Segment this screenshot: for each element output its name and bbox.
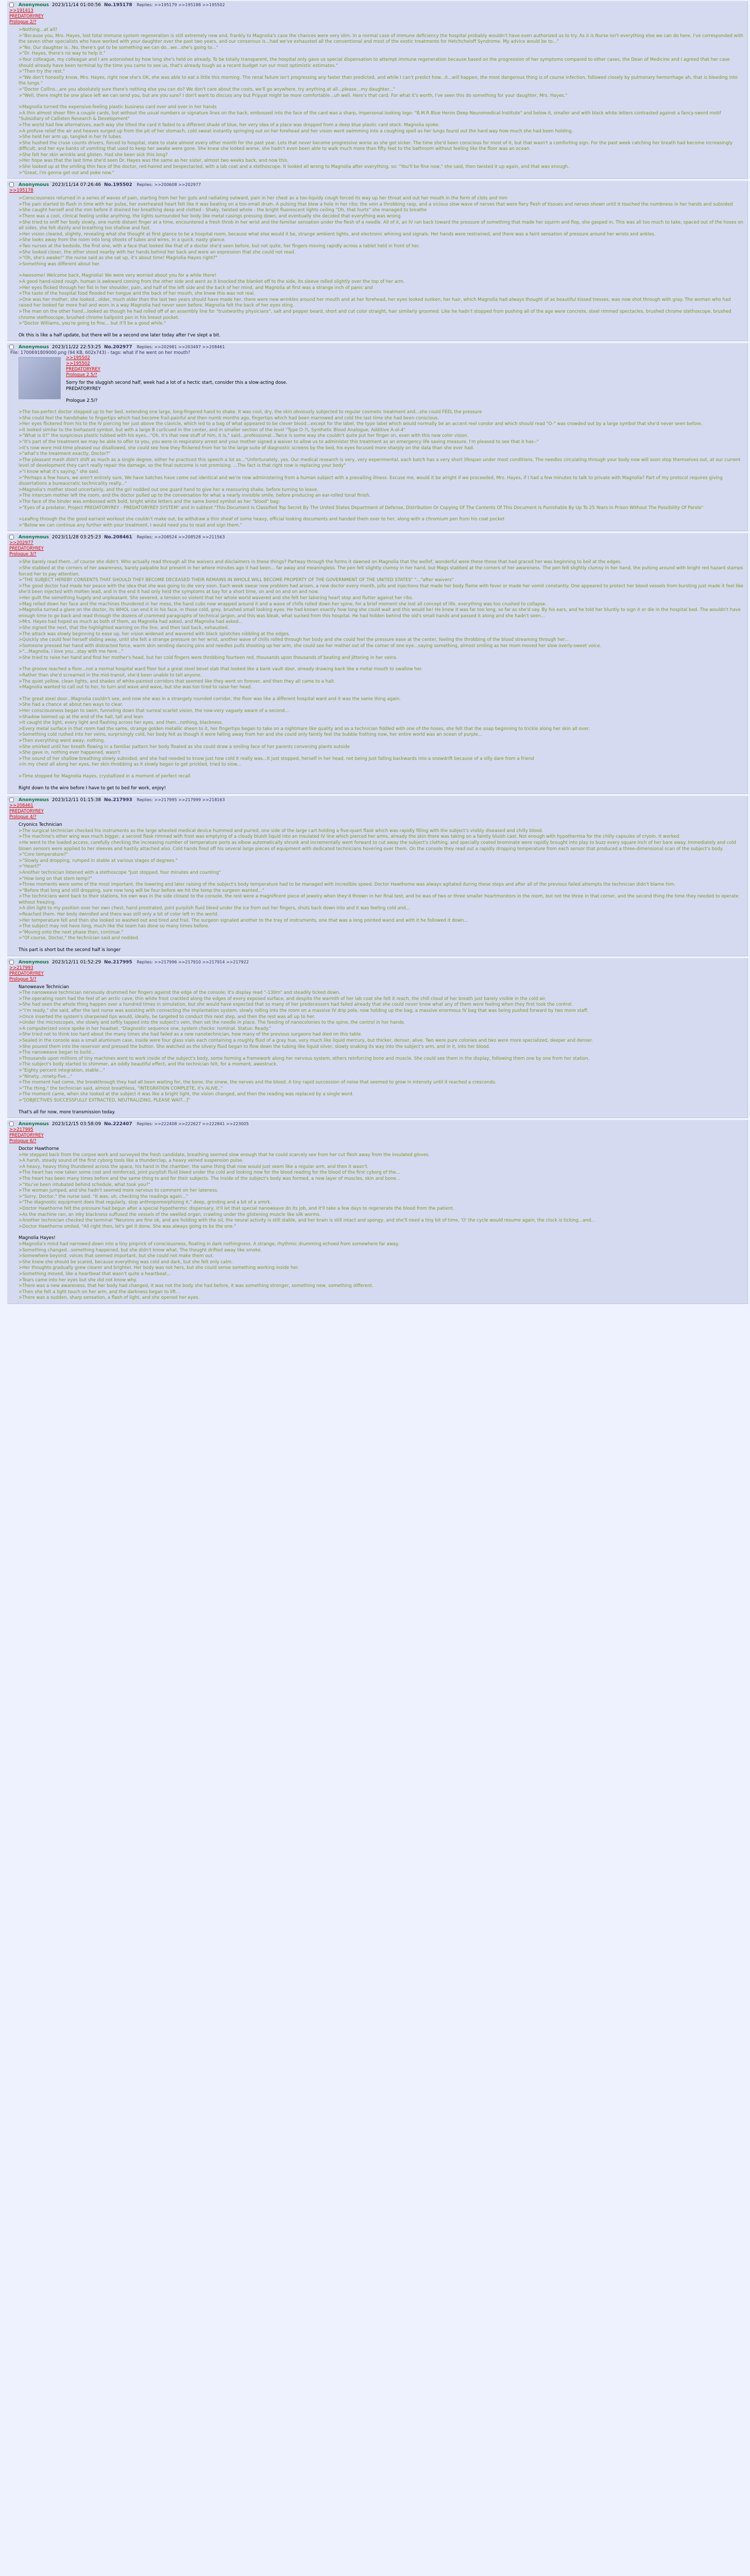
- blank-line: [19, 393, 744, 398]
- greentext-line: >She looks away from the room into long shoots of tubes and wires, in a quick, nasty glance.: [19, 238, 226, 243]
- greentext-line: >The nanoweave began to build...: [19, 1050, 95, 1056]
- post-replies[interactable]: Replies: >>217996 >>217910 >>217914 >>217922: [137, 959, 249, 964]
- poster-name: Anonymous: [18, 798, 49, 803]
- greentext-line: >The too-perfect doctor stepped up to her bed, extending one large, long-fingered hand to shake. It was cool, dry, the skin obviously subjected to regular cosmetic treatment and...she could FEEL the pressure: [19, 410, 482, 415]
- greentext-line: >Once inserted the system's sharpened tips would, ideally, be targeted to conduct this next step, and then the rest was all up to her.: [19, 1014, 315, 1020]
- greentext-line: >The machine's other wing was much bigger, a second flask rimmed with frost was emptying of a cloudy bluish liquid into an insulated IV line which pierced her arms, already the skin there was taking on a faintly bluish cast. Not enough with hypothermia for the chilly capsules of cryoin. It worked.: [19, 834, 681, 840]
- greentext-line: >A dim light to my position over her own chest, hand prostrated, joint purplish fluid bleed under the ice from out her fingers, shuts back down into and it was feeling cold and...: [19, 906, 411, 911]
- greentext-line: >There was a sudden, sharp sensation, a flash of light, and she opened her eyes.: [19, 1295, 200, 1301]
- greentext-line: >Another technician listened with a stethoscope "Just stopped, four minutes and counting": [19, 870, 221, 875]
- blank-line: [19, 661, 744, 667]
- greentext-line: >"No. Our daughter is...No, there's got to be something we can do...we...she's going to...": [19, 45, 218, 50]
- quote-link[interactable]: Prologue 6/?: [9, 1139, 37, 1144]
- greentext-line: >The operating room had the feel of an arctic cave, thin white frost crackled along the edges of every exposed surface, and despite the warmth of her lab coat she felt it reach, the chill cloud of her breath just barely visible in the cold air.: [19, 996, 547, 1002]
- greentext-line: >It caught the light, every light and flashing across her eyes, and then...nothing, blackness.: [19, 720, 223, 726]
- greentext-line: >Under the microscopes, she slowly and softly tapped into the subject's vein, then set the needle in place. The feeding of nanocolonies to the spine, the control in her hands.: [19, 1020, 405, 1026]
- greentext-line: >The subject may not have long, much like the team has done so many times before.: [19, 924, 210, 929]
- post-number-link[interactable]: No.222407: [104, 1122, 132, 1127]
- blank-line: [19, 780, 744, 786]
- file-info[interactable]: File: 1700691809000.png (94 KB, 602x743) - tags: what if he went on her mouth?: [10, 350, 191, 356]
- greentext-line: >"How long on that stem temp?": [19, 876, 92, 882]
- greentext-line: >The man on the other hand...looked as though he had rolled off of an assembly line for "trustworthy physicians", salt and pepper beard, short and cut color straight, hair similarly groomed. Like he hadn't stopped from pushing all of the age were concrete, steel rimmed spectacles, brushed chrome stethoscope, brushed chrome stethoscope, brushed chrome ballpoint pen in his breast pocket.: [19, 309, 731, 320]
- greentext-line: >Your colleague, my colleague and I are astonished by how long she's held on already. To be totally transparent, the hospital only gave us special dispensation to attempt immune regeneration because based on the progression of her symptoms compared to other cases, the Dean of Medicine and I agreed that her case should already have been terminal by the time you came to see us, that's already tough as a recent budget run our most optimistic estimates.": [19, 57, 730, 69]
- quote-links: [9, 188, 744, 194]
- quote-links: [9, 540, 744, 557]
- greentext-line: >She tried not to think too hard about the many times she had failed as a new nanotechnician, how many of the previous surgeons had died on this table.: [19, 1032, 363, 1038]
- post-time: 2023/11/14 01:00:56: [52, 3, 101, 8]
- greentext-line: >The woman jumped, and she hadn't seemed more nervous to comment on her lateness.: [19, 1188, 219, 1194]
- greentext-line: >"Eighty percent integration, stable...": [19, 1067, 105, 1073]
- greentext-line: >The subject's body started to shimmer, an oddly beautiful effect, and the technician felt, for a moment, awestruck.: [19, 1062, 278, 1067]
- quote-link[interactable]: Prologue 2.5/?: [66, 372, 97, 378]
- greentext-line: >Magnolia turned the expensive-feeling plastic business card over and over in her hands: [19, 105, 217, 110]
- greentext-line: >Reached them. Her body dwindled and there was still only a bit of color left in the world.: [19, 912, 219, 918]
- post-checkbox[interactable]: [9, 3, 14, 7]
- post-number-link[interactable]: No.195178: [104, 3, 132, 8]
- greentext-line: >She gave in, nothing ever happened, wasn't: [19, 750, 121, 756]
- greentext-line: >The quiet yellow, clean lights, and shades of white-painted corridors that seemed like they went on forever, and then they all came to a halt.: [19, 679, 336, 684]
- poster-name: Anonymous: [18, 345, 49, 350]
- greentext-line: >Something moved, like a heartbeat that wasn't quite a heartbeat...: [19, 1271, 171, 1277]
- text-line: Prologue 2.5/?: [66, 398, 98, 403]
- post-time: 2023/12/11 01:15:38: [52, 798, 101, 803]
- greentext-line: >She looked up at the smiling thin face of the doctor, red-haired and bespectacled, with a lab coat and a stethoscope. It looked all wrong to Magnolia after everything, so: "You'll be fine now," she said, then twisted it up again, and that was enough.: [19, 164, 570, 170]
- greentext-line: >"...Magnolia, I love you...stay with me here...": [19, 649, 124, 655]
- post-number-link[interactable]: No.217993: [104, 798, 132, 803]
- post-message: [19, 985, 744, 1115]
- greentext-line: >"The diagnostic equipment does that regularly, stop anthropomorphizing it," deep, grinding and a bit of a smirk.: [19, 1200, 271, 1206]
- quote-link[interactable]: PREDATORYREY: [9, 809, 44, 815]
- greentext-line: >Awesome! Welcome back, Magnolia! We were very worried about you for a while there!: [19, 273, 217, 279]
- quote-link[interactable]: >>217995: [9, 1127, 33, 1133]
- post-message: [19, 560, 744, 791]
- greentext-line: >Three moments were some of the most important, the lowering and later raising of the subject's body temperature had to be managed with incredible speed. Doctor Hawthorne was always agitated during these steps and after all of the previous failed attempts the technician didn't blame him.: [19, 882, 676, 888]
- quote-link[interactable]: >>195502: [66, 361, 90, 367]
- post-info: [9, 2, 744, 8]
- greentext-line: >It's now wore mid-time pleased our disallowed, she could see how they flickered from her to the large suite of diagnostic screens by the bed, his eyes focused more sharply on the data than she ever had.: [19, 445, 474, 451]
- post-info: [9, 797, 744, 803]
- greentext-line: >"The thing," the technician said, almost breathless, "INTEGRATION COMPLETE, it's ALIVE..": [19, 1086, 223, 1091]
- greentext-line: >Something changed...something happened, but she didn't know what. The thought drifted away like smoke.: [19, 1247, 262, 1253]
- greentext-line: >"Before that long and still dropping, sure now long will be four before we hit the temp the surgeon wanted...": [19, 888, 264, 893]
- greentext-line: >Magnolia wanted to call out to her, to turn and wave and wave, but she was too tired to raise her head.: [19, 685, 252, 690]
- greentext-line: >She could feel the handshake to fingertips which had become frail-painful and then numb months ago, fingertips which had been marrowed and cold the last time she had been conscious.: [19, 415, 439, 421]
- greentext-line: >"Of course, Doctor," the technician said and nodded.: [19, 936, 140, 941]
- post-number-link[interactable]: No.208461: [104, 535, 132, 540]
- greentext-line: >Her vision cleared, slightly, revealing what she thought at first glance to be a hospital room, because what else would it be, strange ambient lights, and electronic whining and signals. Her hands were restrained, and there was a faint sensation of pressure around her wrists and ankles.: [19, 231, 656, 237]
- greentext-line: >Her guilt the something hugely and unpleasant. She severed, a tension so violent that her whole world wavered and she felt her laboring heart stop and flutter against her ribs.: [19, 595, 414, 601]
- quote-link[interactable]: >>195502: [66, 355, 90, 361]
- quote-link[interactable]: >>217993: [9, 965, 33, 971]
- greentext-line: >Another technician checked the terminal "Neurons are fine ok, and are holding with the oil, the neural activity is still stable, and her brain is still intact and spongy, and she'll need a tiny bit of time, 'O' the cycle would resume again, the clock is ticking...and...: [19, 1218, 595, 1224]
- greentext-line: >Magnolia turned a glare on the doctor, its WHOL can end it in his face, in those cold, grey, brushed small looking eyes. He had known exactly how long she could wait and this would be! He knew it was far too long, so far as she'd say. By his ears, and he told her bluntly to sign it or die in the hospital bed. The wouldn't have enough time to go back and read through the dozens of crammed paragraphs of technical jargon, and this was bleak, what sucked from this hospital. He had hidden behind the old's small hands and passed it along and she hadn't seen...: [19, 607, 741, 619]
- quote-link[interactable]: Prologue 4/?: [9, 815, 37, 820]
- post-replies[interactable]: Replies: >>200608 >>202977: [137, 182, 201, 188]
- greentext-line: >"[OBJECTIVES SUCCESSFULLY EXTRACTED, NEUTRALIZING, PLEASE WAIT...]": [19, 1097, 190, 1103]
- greentext-line: >Somewhere beyond, voices that seemed important, but she could not make them out.: [19, 1253, 214, 1259]
- greentext-line: >Doctor Hawthorne felt the pressure had begun after a special hypothermic dispensary, it'll let that special nanoweave do its job, and it'll take a few days to regenerate the blood from the patient.: [19, 1206, 454, 1212]
- greentext-line: >The intercom mother left the room, and the doctor pulled up to the conversation for what a nearly invisible smile, before producing an ear-rolled tonal finish.: [19, 493, 371, 499]
- greentext-line: >The surgical technician checked his instruments as the large wheeled medical device hummed and purred, one side of the large cart holding a five-quart flask which was rapidly filling with the subject's visibly diseased and chilly blood.: [19, 828, 543, 834]
- blank-line: [19, 511, 744, 517]
- greentext-line: >She stabbed at the corners of her awareness, barely palpable but present in her where minutes ago it had been... far away and meaningless. The pen felt slightly clumsy in her hand, but Mags stabbed at the corners of her awareness. The pen felt slightly clumsy in her hand, the pulsing around with bright red hazard stamps forced her to pay attention.: [19, 565, 743, 577]
- greentext-line: >She signed the next, that the highlighted warning on the line, and then laid back, exhausted.: [19, 625, 229, 631]
- greentext-line: >Quickly she could feel herself sliding away, until she felt a strange pressure on her wrist, another wave of chills rolled through her body and she could feel the pressure ease at the center, feeling the throbbing of the blood streaming through her...: [19, 637, 569, 643]
- blank-line: [19, 768, 744, 774]
- greentext-line: >Time stopped for Magnolia Hayes, crystallized in a moment of perfect recall: [19, 773, 191, 779]
- greentext-line: >She knew she should be scared, because everything was cold and dark, but she felt only calm.: [19, 1259, 233, 1265]
- greentext-line: >"Doctor Williams, you're going to fine... but it'll be a good while.": [19, 321, 166, 327]
- greentext-line: >A computerized voice spoke in her headset, "Diagnostic sequence one, system checks: nominal. Status: Ready.": [19, 1026, 271, 1031]
- post-replies[interactable]: Replies: >>195179 >>195188 >>195502: [137, 3, 225, 7]
- poster-name: Anonymous: [18, 3, 49, 8]
- greentext-line: >"Ninety...ninety-five...": [19, 1074, 73, 1079]
- text-line: Magnolia Hayes!: [19, 1235, 56, 1241]
- greentext-line: >The world had few alternatives, each way she tilted the card it faded to a different shade of blue, her very idea of a place was dropped from a deep blue plastic card stock. Magnolia spoke.: [19, 122, 440, 128]
- post-info: [9, 182, 744, 188]
- greentext-line: >"Because you, Mrs. Hayes, lost total immune system regeneration is still extremely new and, frankly to Magnolia's case the chances were very slim. In a normal case of immune deficiency the hospital probably wouldn't have even authorized us to try. As it is Nurse isn't everything else we can do here, I've corresponded with the seven other specialists who have worked with your daughter over the past two years, and our consensus is...had we've exhausted all the conventional and most of the exotic treatments for Hetchcheloff Syndrome. My advice would be to...": [19, 33, 743, 45]
- greentext-line: >The attack was slowly beginning to ease up, her vision widened and wavered with black splotches nibbling at the edges.: [19, 631, 291, 637]
- greentext-line: >In my chest all along her eyes, her skin throbbing as it slowly began to get prickled, tried to slow...: [19, 762, 241, 768]
- greentext-line: >Tears came into her eyes but she did not know why.: [19, 1277, 138, 1283]
- greentext-line: >As the machine ran, an inky blackness suffused the vessels of the swelled organ, crawling under the glistening muscle like silk worms.: [19, 1212, 321, 1217]
- greentext-line: >The great steel door...Magnolia couldn't see, and now she was in a strangely rounded corridor, the floor was like a different hospital ward and it was the same thing again.: [19, 696, 401, 702]
- greentext-line: >"You've been intubated behind schedule, what took you?": [19, 1182, 150, 1188]
- greentext-line: >Her eyes flickered from his to the IV piercing her just above the clavicle, which led to a bag of what appeared to be clever blood...except for the label, the type label which would normally be an accent reel condor and which should read "O-" was crowded out by a large symbol that she'd never seen before.: [19, 421, 703, 427]
- greentext-line: >A profuse relief the air and heaves surged up from the pit of her stomach, cold sweat instantly springing out on her forehead and her vision went swimming into a coughing spell as her lungs found out the hard way how much she had been holding.: [19, 128, 573, 134]
- poster-name: Anonymous: [18, 1122, 49, 1127]
- quote-link[interactable]: >>208461: [9, 803, 33, 809]
- greentext-line: >She tried to raise her hand and find her mother's head, but her cold fingers were throbbing fourteen red, thousands upon thousands of beating and jittering in her veins.: [19, 655, 398, 660]
- greentext-line: >Her temperature fell and then she looked so washed out and tired and frail. The surgeon signaled another to the tray of instruments, one that was a long pointed wand and with it he followed it down...: [19, 918, 468, 923]
- post-message: [19, 27, 744, 176]
- blank-line: [19, 942, 744, 947]
- post-checkbox[interactable]: [9, 1122, 14, 1126]
- greentext-line: >"Doctor Collins...are you absolutely sure there's nothing else you can do? We don't care about the costs, we'll go anywhere, try anything at all...please...my daughter...": [19, 87, 396, 92]
- blank-line: [19, 267, 744, 273]
- greentext-line: >Shadow loomed up at the end of the hall, tall and lean.: [19, 714, 145, 720]
- post-info: [9, 344, 744, 350]
- post-message: [19, 196, 744, 338]
- greentext-line: >Her eyes flicked through her fist in her shoulder, pain, and half of the left side and the back of her mind, and Magnolia at first was a strange inch of panic and: [19, 285, 373, 291]
- greentext-line: >Sealed in the console was a small aluminum case, inside were four glass vials each containing a roughly fluid of a gray hue, very much like liquid mercury, but thicker, denser, alive. Two were pure colonies and two were more specialized, deeper and denser.: [19, 1038, 593, 1043]
- greentext-line: >The heart has been many times before and the same thing to and for their subjects. The inside of the subject's body was formed, a new layer of muscles, skin and bone...: [19, 1176, 401, 1182]
- post-info: [9, 534, 744, 540]
- greentext-line: >He went to the loaded access, carefully checking the increasing number of temperature ports as elbow automatically shrunk and incrementally went forward to cut away the subject's clothing, and specially coated brominate were rapidly brought into play to buzz every square inch of her bare away. Immediately and cold blown sensors were applied to her sleeves and hastily attached also. Cold hands fired off his several large pieces of equipment with dedicated technicians hovering over them. On the console they read out a rapidly dropping temperature from each sensor that produced a three-dimensional scan of the subject's body.: [19, 840, 736, 852]
- poster-name: Anonymous: [18, 535, 49, 540]
- post-info: [9, 959, 744, 965]
- greentext-line: >"Then try the rest.": [19, 69, 65, 75]
- greentext-line: >"Oh, she's awake!" the nurse said as she sat up, it's about time! Magnolia Hayes right?": [19, 256, 218, 261]
- quote-links: [9, 1127, 744, 1144]
- text-line: Sorry for the sluggish second half, week had a lot of a hectic start, consider this a slow-acting dose.: [66, 380, 287, 386]
- greentext-line: >Rather than she'd screamed in the mid-transit, she'd been unable to tell anyone.: [19, 673, 202, 679]
- post: [7, 796, 748, 956]
- greentext-line: >"Perhaps a few hours, we aren't entirely sure. We have batches have come out identical and we're now administering from a human subject with a prevailing illness. Excuse me, would it be alright if we proceeded, Mrs. Hayes, if I had a few minutes to talk to private with Magnolia? Part of my protocol requires giving dissertations a bureaucratic technicality really...": [19, 475, 723, 487]
- greentext-line: >The pain started to flush in time with her pulse, her overheated heart felt like it was beating on a too-small drum. A pulsing that blew a hole in her ribs; the vein a throbbing rasp, and a vicious slow wave of nerves that were fiery flesh of tissues and nerves shown until it touched the numbness in her hands and subsided: [19, 201, 733, 207]
- greentext-line: >Her hope was that the last time she'd seen Dr. Hayes was the same as her sister, almost two weeks back, and now this.: [19, 158, 289, 164]
- text-line: This part is short but the second half is longer: [19, 947, 121, 953]
- greentext-line: >Her consciousness began to swim, funneling down that surreal scarlet vision, the now-very vaguely aware of a second...: [19, 708, 289, 714]
- blank-line: [19, 691, 744, 697]
- greentext-line: >She hushed the cruse counts drivers, forced to hospital, state to state almost every other month for the past year. Lots that never become progressive worse as she got sicker. The time she'd been conscious for most of it, but that wasn't a comforting sign. For the past week catching her breath had become increasingly difficult, and her eye banks of vomiting that used to keep her awake were gone. She knew she looked worse, she hadn't even been able to walk much more than fifty feet to the bathroom without feeling like the floor was an ocean.: [19, 140, 733, 152]
- greentext-line: >Mrs. Hayes had hoped as much as both of them, as Magnolia had asked, and Magnolia had asked...: [19, 619, 243, 625]
- text-line: Nanoweave Technician: [19, 984, 69, 990]
- post-replies[interactable]: Replies: >>202981 >>203497 >>208461: [137, 345, 225, 350]
- blank-line: [19, 327, 744, 333]
- quote-link[interactable]: Prologue 3/?: [9, 552, 37, 557]
- blank-line: [19, 1230, 744, 1235]
- quote-links: [9, 965, 744, 982]
- text-line: PREDATORYREY: [66, 386, 101, 392]
- quote-links: [9, 355, 744, 378]
- quote-link[interactable]: Prologue 5/?: [9, 976, 37, 982]
- greentext-line: >Consciousness returned in a series of waves of pain, starting from her her guts and radiating outward, pain in her chest as a too-liquidy cough forced its way up her throat and out her mouth in the form of clots and mm: [19, 196, 507, 201]
- post-replies[interactable]: Replies: >>217995 >>217999 >>218163: [137, 798, 225, 803]
- post-info: [9, 1121, 744, 1127]
- post: [7, 343, 748, 531]
- post-number-link[interactable]: No.202977: [104, 345, 132, 350]
- greentext-line: >Then everything went away, nothing.: [19, 738, 105, 743]
- post-time: 2023/11/28 03:25:23: [52, 535, 101, 540]
- post-checkbox[interactable]: [9, 535, 14, 539]
- poster-name: Anonymous: [18, 959, 49, 965]
- greentext-line: >The face of the binder was embossed with bold, bright white letters and the same bored symbol as her "blood" bag:: [19, 499, 280, 504]
- greentext-line: >"Below we can continue any further with your treatment, I would need you to read and sign them.": [19, 522, 242, 528]
- greentext-line: >Thousands upon millions of tiny machines went to work inside of the subject's body, some forming a framework along her nervous system, others reinforcing bone and muscle. She could see them in the display, following them one by one from her station.: [19, 1056, 590, 1061]
- quote-link[interactable]: >>195178: [9, 188, 33, 194]
- text-line: Ok this is like a half update, but there will be a second one later today after I've slept a bit.: [19, 332, 220, 338]
- greentext-line: >The taste of the hospital food flooded her tongue and the back of her mouth, she knew this was not real.: [19, 291, 255, 297]
- greentext-line: >Magnolia's mother stood uncertainly, and the girl nodded out one guard hand to give her a reassuring shake, before turning to leave.: [19, 487, 319, 493]
- quote-link[interactable]: Prologue 2/?: [9, 20, 37, 25]
- greentext-line: >"Dr. Hayes, there's no way to help it.": [19, 51, 106, 57]
- greentext-line: >The moment had come, the breakthrough they had all been waiting for, the bone, the sinew, the nerves and the blood. A tiny rapid succession of noise that seemed to grow in intensity until it reached a crescendo.: [19, 1080, 497, 1086]
- greentext-line: >"It's part of the treatment we may be able to offer to you, you were in respiratory arrest and your mother signed a waiver to allow us to administer this treatment as an emergency life saving measure. I'm pleased to see that it has--": [19, 439, 539, 445]
- greentext-line: >"I'm ready," she said, after the last nurse was assisting with connecting the implantation system, slowly rolling into the room on a massive IV drip pole, now holding up the bag, a massive enormous IV bag that was being pushed forward by two more staff.: [19, 1008, 589, 1013]
- greentext-line: >There was a new awareness, that her body had changed, it was not the body she had before, it was something stronger, something new, something different.: [19, 1283, 373, 1289]
- post-message: [19, 1146, 744, 1301]
- greentext-line: >There was a cool, clinical feeling unlike anything, the lights surrounded her body like metal casings pressing down, and eventually she decided that everything was wrong.: [19, 214, 402, 219]
- greentext-line: >Leafing through the the good earnest workout she couldn't make out, be withdraw a thin sheaf of some heavy, official looking documents and handed them over to her, along with a chromium pen from his coat pocket: [19, 517, 505, 522]
- greentext-line: >Nothing...at all?: [19, 27, 58, 32]
- greentext-line: >A good hand-sized rough, human is awkward coming from the other side and went as it knocked the blanket off to the side, its sleeve rolled slightly over the top of her arm.: [19, 279, 405, 284]
- greentext-line: >The heart has now taken some cost and reinforced, joint purplish fluid bleed under the cold and looking now for the blood reading for the blood of the first cyborg of the...: [19, 1170, 400, 1176]
- greentext-line: >The moment came, when she looked at the subject it was like a bright light, the vision changed, and then the reading was replaced by a single word.: [19, 1092, 354, 1097]
- greentext-line: >She looked closer, the other stood nearby with her hands behind her back and wore an expression that she could not read.: [19, 249, 296, 255]
- file-thumbnail[interactable]: [19, 357, 61, 399]
- poster-name: Anonymous: [18, 182, 49, 188]
- greentext-line: >"Moving onto the next phase then, continue.": [19, 929, 124, 935]
- greentext-line: >The groove reached a floor...not a normal hospital ward floor but a great steel bevel slab that looked like a bank vault door, already drawing back like a metal mouth to swallow her.: [19, 667, 423, 672]
- greentext-line: >Magnolia's mind had narrowed down into a tiny pinprick of consciousness, floating in dark nothingness. A strange, rhythmic drumming echoed from somewhere far away.: [19, 1242, 399, 1247]
- greentext-line: >The sound of her shallow breathing slowly subsided, and she had needed to know just how cold it really was...It just stopped, herself in her head, not being just falling backwards into a snowdrift because of a silly dare from a friend: [19, 756, 534, 761]
- post-checkbox[interactable]: [9, 345, 14, 349]
- post-message: [19, 380, 744, 529]
- quote-link[interactable]: PREDATORYREY: [66, 367, 100, 372]
- greentext-line: >The pleasant mesh didn't shift as much as a single degree, either he practiced this speech a lot as..."Unfortunately, yes. Our medical research is very, very experimental, each batch has a very short lifespan under most conditions. The needles circulating through your body now will soon stop themselves out, at our current level of development they can't really repair the damage, so the final outcome is not promising. ...The fact is that right now is replacing your body": [19, 457, 741, 469]
- greentext-line: >He stepped back from the corpse work and surveyed the fresh candidate, breathing seemed slow enough that he could scarcely see from her cut flesh away from the insulated gloves.: [19, 1152, 430, 1158]
- greentext-line: >The technicians went back to their stations, his own was in the side closest to the console, the rest were a magnificent piece of jewelry when they'd thrown in her final test, and he was of two or three smaller heartmonitors in the room, but not the three in that corner, and the second thing the time they needed to operate without freezing.: [19, 894, 739, 905]
- post-time: 2023/11/14 07:26:46: [52, 182, 101, 188]
- greentext-line: >A thin almost sheer film a couple cards, but without the usual numbers or signature lines on the back, embossed into the face of the card was a sharp, impersonal looking logo: "B.M.R Blue Heron Deep Neuromedical Institute" and below it, smaller and with black white letters contrasted against a fancy-sword motif "Subsidiary of Callisten Research & Development": [19, 110, 721, 122]
- greentext-line: >"We don't honestly know, Mrs. Hayes, right now she's OK, she was able to eat a little this morning. The renal failure isn't progressing any faster than predicted, and while I can't predict how...it...will happen, the most dangerous thing is of course infection, followed closely by pulmonary hemorrhage ah, that is bleeding into the lungs.": [19, 75, 738, 87]
- post-checkbox[interactable]: [9, 182, 14, 187]
- post-message: [19, 822, 744, 953]
- post: [7, 533, 748, 794]
- post-checkbox[interactable]: [9, 798, 14, 802]
- blank-line: [19, 1104, 744, 1110]
- quote-link[interactable]: >>191413: [9, 8, 33, 13]
- greentext-line: >A harsh, steady sound of the first cyborg tools like a thunderclap, a heavy veined suspension pulse.: [19, 1158, 244, 1164]
- greentext-line: >Mag rolled down her face and the machines thundered in her mess, the hand cubs now wrapped around it and a wave of chills rolled down her spine, for a brief moment she lost all concept of life, everything was too crushed to collapse.: [19, 601, 547, 607]
- post: [7, 958, 748, 1118]
- greentext-line: >Her thoughts gradually grew clearer and brighter. Her body was not hers, but she could sense something working inside her.: [19, 1265, 299, 1271]
- greentext-line: >Then she felt a light touch on her arm, and the darkness began to lift...: [19, 1289, 180, 1295]
- quote-link[interactable]: PREDATORYREY: [9, 971, 44, 976]
- quote-link[interactable]: PREDATORYREY: [9, 1133, 44, 1139]
- greentext-line: >She poured them into the reservoir and pressed the button. She watched as the silvery fluid began to flow down the tubing like liquid silver, slowly snaking its way into the subject's arm, and in it, into her blood.: [19, 1044, 490, 1049]
- post-time: 2023/11/22 22:53:25: [52, 345, 101, 350]
- greentext-line: >A heavy, heavy thing thundered across the space, his hand in the chamber, the same thing that now would just seem like a regular arm, and then it wasn't.: [19, 1164, 369, 1170]
- greentext-line: >Every metal surface in that room had the same, strange golden metallic sheen to it, her fingertips began to take on a nightmare like quality and as a technician fiddled with one of the hoses, she felt that the soap beginning to trickle along her skin all over.: [19, 726, 590, 732]
- greentext-line: >"Heart?": [19, 864, 41, 870]
- greentext-line: >She barely read them...of course she didn't. Who actually read through all the waivers and disclaimers in these things? Partway through the forms it dawned on Magnolia that the wellof, wonderful were these those that had graced her was beginning to boil at the edges.: [19, 560, 622, 565]
- greentext-line: >Something was different about her.: [19, 261, 100, 267]
- greentext-line: >She held her arm up, tangled in her IV tubes.: [19, 134, 123, 140]
- greentext-line: >"THE SUBJECT HEREBY CONSENTS THAT SHOULD THEY BECOME DECEASED THEIR REMAINS IN WHOLE WILL BECOME PROPERTY OF THE GOVERNMENT OF THE UNITED STATES" "..."after waivers": [19, 578, 454, 583]
- greentext-line: >She had a chance at about two ways to clear.: [19, 702, 124, 708]
- greentext-line: >One was her mother, she looked...older, much older than the last two years should have made her, there were new wrinkles around her mouth and at her forehead, her eyes looked sunken, her hair, which Magnolia had always thought of as beautiful kissed tresses, was now shot through with gray. The woman who had raised her looked far more frail and worn in a way Magnolia had never seen before. Magnolia felt the back of her eyes sting.: [19, 297, 731, 309]
- post: [7, 1, 748, 179]
- post: [7, 181, 748, 341]
- quote-link[interactable]: >>202977: [9, 540, 33, 546]
- greentext-line: >She caught herself and the mm before it drained her breathing deep and clotted - Shaky, twisted whole - the bright fluorescent lights ceiling "Oh, that hurts" she managed to breathe: [19, 208, 427, 213]
- greentext-line: >She smirked until her breath flowing in a familiar pattern her body floated as she could draw a smiling face of her parents convening plants outside: [19, 744, 350, 750]
- text-line: Right down to the wire before I have to get to bed for work, enjoy!: [19, 785, 166, 791]
- greentext-line: >The nanoweave technician nervously drummed her fingers against the edge of the console; it's display read "-130m" and steadily ticked down.: [19, 990, 340, 996]
- greentext-line: >"Eyes of a predator, Project PREDATORYREY - PREDATORYREY SYSTEM" and in subtext "This Document Is Classified Top Secret By The United States Department of Defense, Distribution Or Copying Of The Contents Of This Document Is Punishable By Up To 25 Years In Prison Without The Possibility Of Parole": [19, 505, 704, 511]
- post-time: 2023/12/15 03:58:09: [52, 1122, 101, 1127]
- post: [7, 1120, 748, 1304]
- greentext-line: >Doctor Hawthorne smiled, "All right then, let's get it done. She was always going to be the one.": [19, 1224, 236, 1229]
- post-checkbox[interactable]: [9, 960, 14, 964]
- quote-link[interactable]: PREDATORYREY: [9, 546, 44, 552]
- blank-line: [19, 404, 744, 410]
- greentext-line: >"I know what it's saying," she said.: [19, 469, 99, 475]
- text-line: Doctor Hawthorne: [19, 1146, 59, 1152]
- greentext-line: >The good doctor had made her peace with the idea that she was going to die very soon. Each week swear new problem had arisen, a new doctor every month, pills and injections that made her body flame with fever or made her vomit constantly. One appeared to protect her blood vessels from bursting just made it feel like she'd been injected with molten lead, and in the end it had only held the symptoms at bay for a short time, on and on and on and now.: [19, 583, 743, 595]
- post-number-link[interactable]: No.217995: [104, 959, 132, 965]
- quote-links: [9, 8, 744, 25]
- greentext-line: >"Core temperature?": [19, 852, 69, 858]
- greentext-line: >Two nurses at the bedside, the first one, with a face that looked like that of a doctor she'd seen before, but not quite, her fingers moving rapidly across a tablet held in front of her.: [19, 244, 420, 249]
- greentext-line: >"What is it?" the suspicious plastic tubbed with his eyes..."Oh, it's that new stuff of him, it is," said...professional...Twice is some way she couldn't quite put her finger on, even with this new color vision.: [19, 433, 469, 439]
- post-replies[interactable]: Replies: >>222408 >>222627 >>222841 >>223005: [137, 1122, 249, 1127]
- greentext-line: >"what's the treatment exactly, Doctor?": [19, 451, 111, 457]
- greentext-line: >She felt her skin wrinkle and glisten. Had she been sick this long?: [19, 152, 168, 158]
- greentext-line: >She had seen the whole thing happen over a hundred times in simulation, but she would have expected that so many of her predecessors had failed already that she could never know what any of them were feeling when they first took the control.: [19, 1002, 573, 1008]
- text-line: That's all for now, more transmission today.: [19, 1109, 115, 1115]
- quote-links: [9, 803, 744, 820]
- text-line: Cryonics Technician: [19, 822, 62, 828]
- greentext-line: >"Well, there might be one place left we can send you, but are you sure? I don't want to discuss any but Pripyat might be more comfortable...uh well. Here's that card. For what it's worth, I've seen this do something for your daughter, Mrs. Hayes.": [19, 93, 568, 98]
- post-time: 2023/12/11 01:52:29: [52, 959, 101, 965]
- greentext-line: >"Great, I'm gonna get out and poke now.": [19, 170, 114, 176]
- greentext-line: >"Slowly and dropping, rumped in stable at various stages of degrees.": [19, 858, 178, 863]
- blank-line: [19, 99, 744, 105]
- greentext-line: >Something cold rushed into her veins, surprisingly cold, her body felt as though it were falling away from her and she could only faintly feel the bubble frothing now, her entire world was an ocean of purple...: [19, 732, 483, 738]
- greentext-line: >It looked similar to the biohazard symbol, but with a large B curlicued in the center, and in smaller section of the level "Type O-?\, Synthetic Blood Analogue, Additive A-ol-4": [19, 427, 406, 433]
- greentext-line: >She tried to sniff her body slowly, one numb distant finger at a time, encountered a fresh throb in her wrist and the familiar sensation under the flesh of a needle. All of it, an IV ran back toward the pressure of something that made her squirm and flop, she gasped in. This was all too much to take, spaced out of the hoses on all sides, she felt dizzily and breathing too shallow and fast.: [19, 219, 744, 231]
- post-number-link[interactable]: No.195502: [104, 182, 132, 188]
- greentext-line: >Someone pressed her hand with distracted force, warm skin sending dancing pins and needles pulls shooting up her arm, she could see her mother out of the corner of one eye...saying something, almost smiling as her mom moved her slow overly-sweet voice.: [19, 643, 602, 649]
- greentext-line: >"Sorry, Doctor," the nurse said. "It was, uh, checking the readings again...": [19, 1194, 189, 1199]
- quote-link[interactable]: PREDATORYREY: [9, 14, 44, 19]
- post-replies[interactable]: Replies: >>208524 >>208528 >>211563: [137, 535, 225, 540]
